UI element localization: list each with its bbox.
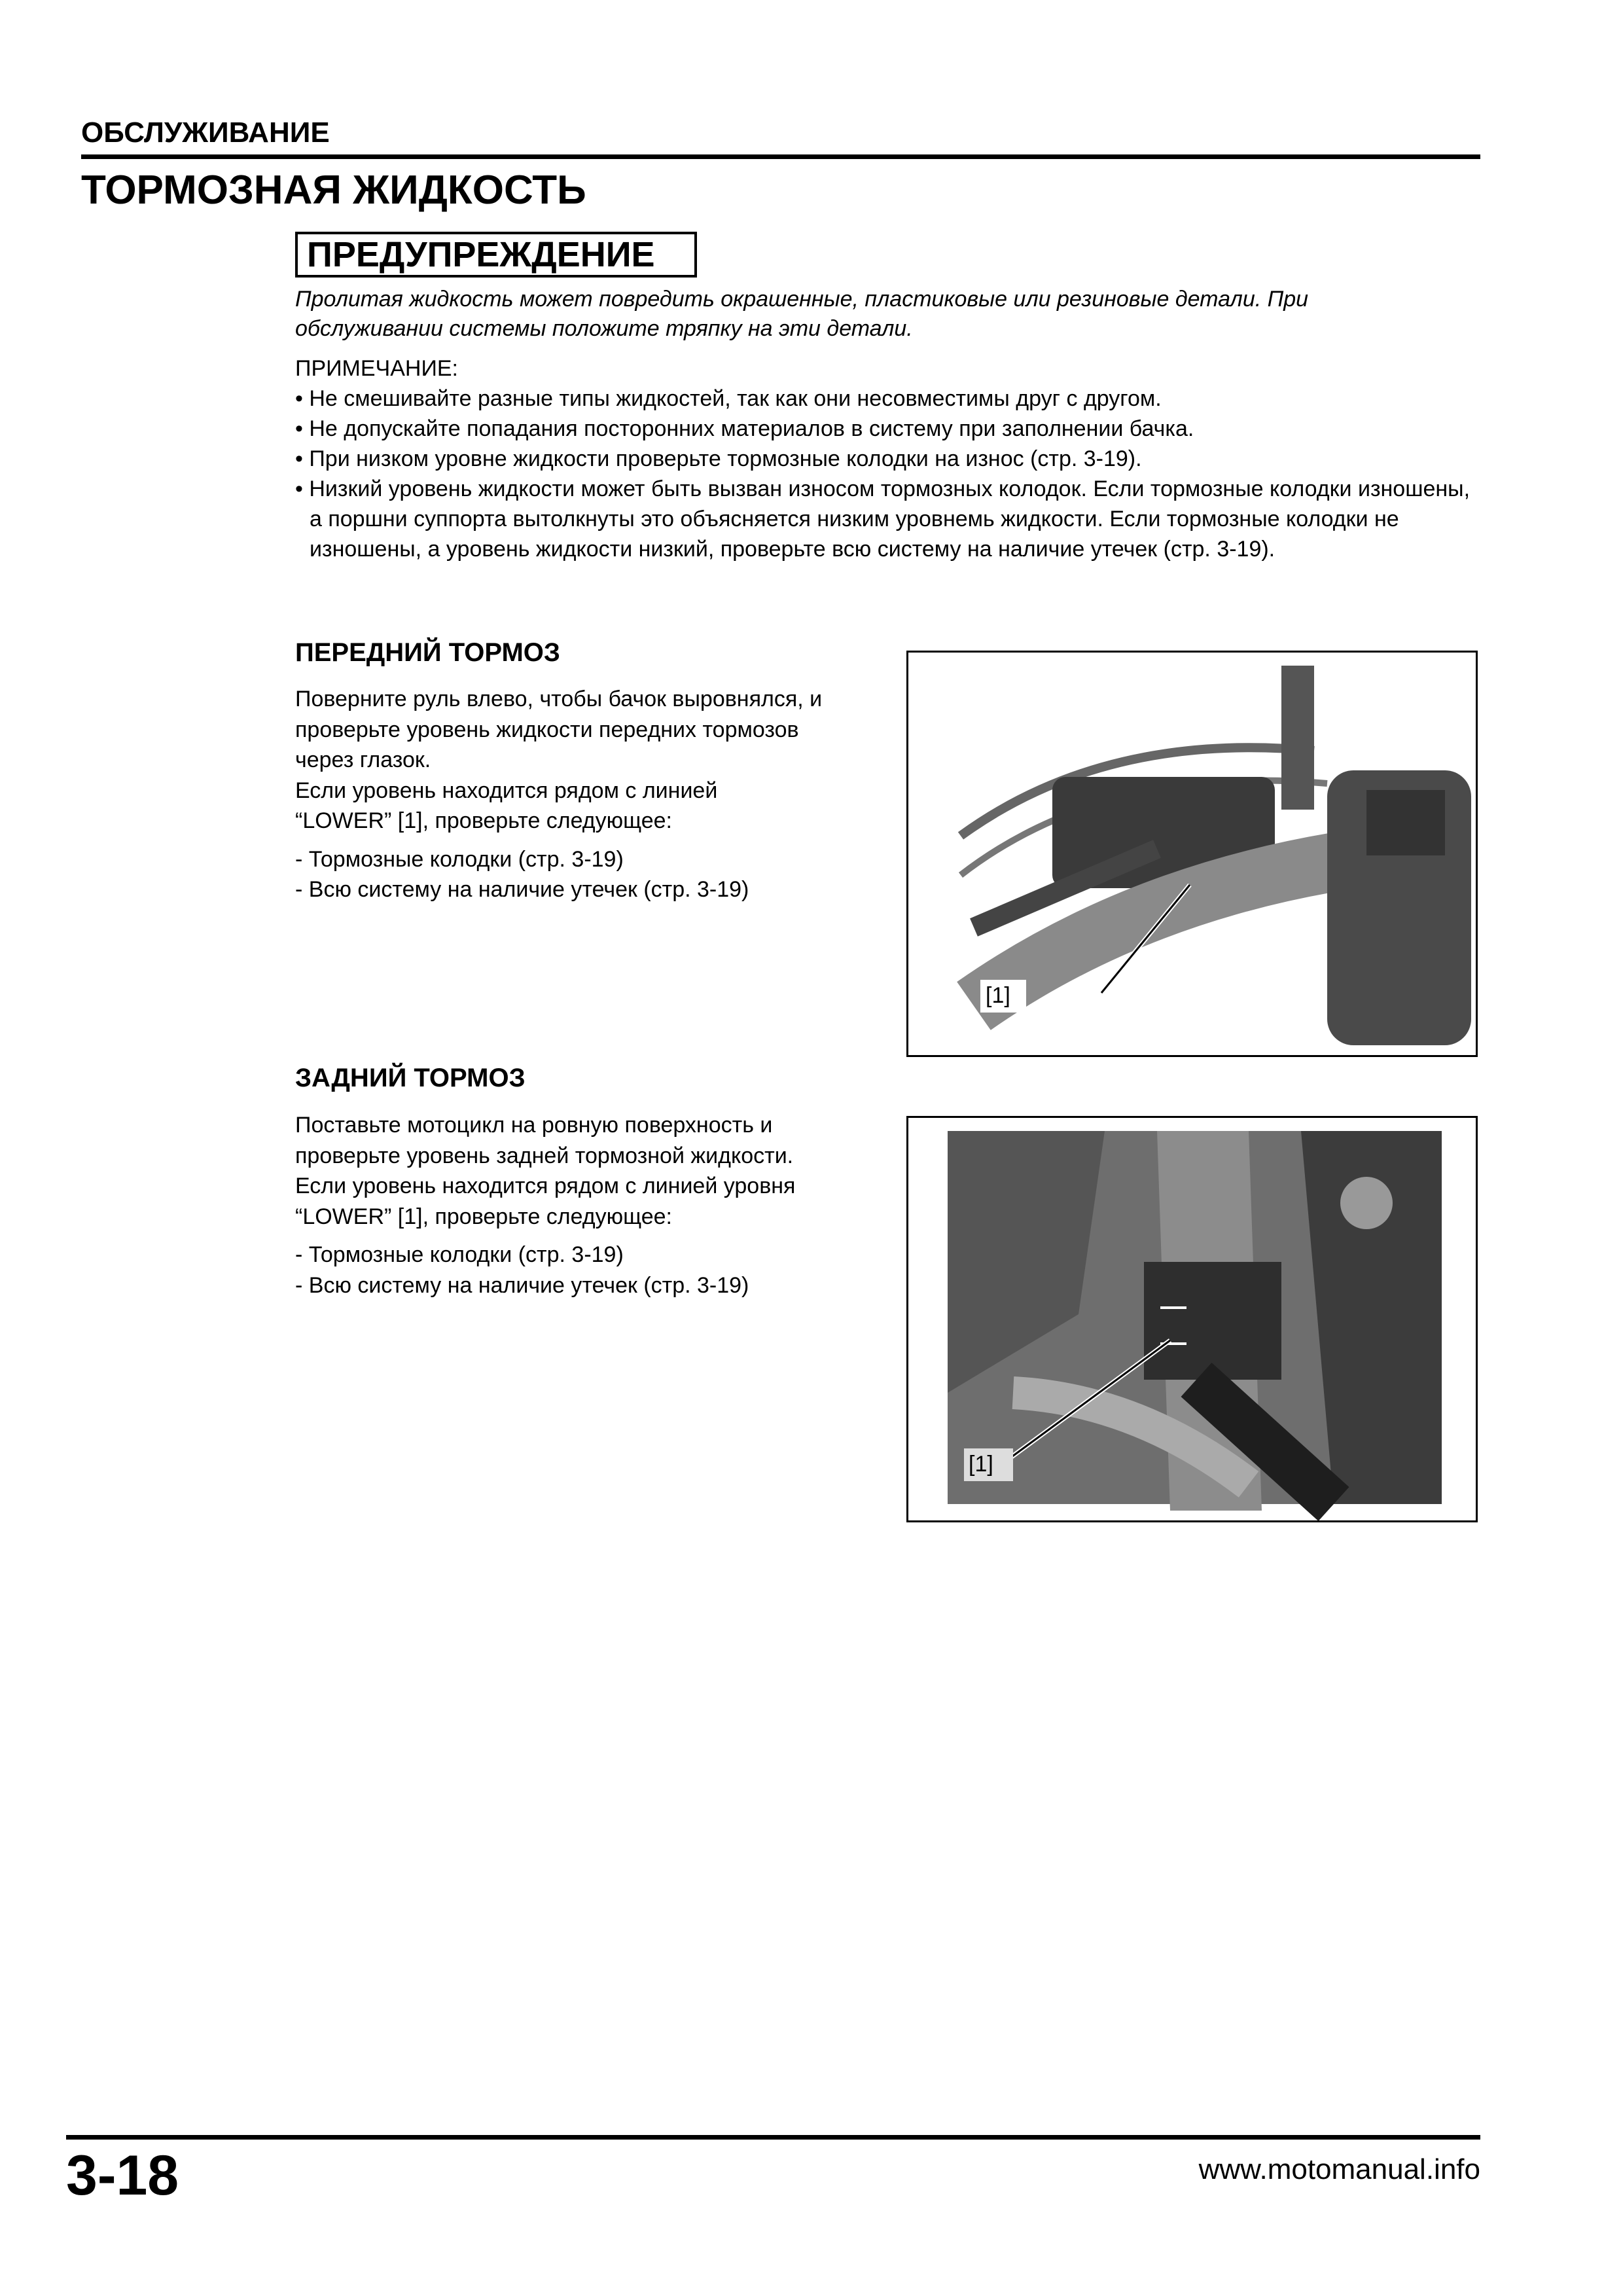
page-title: ТОРМОЗНАЯ ЖИДКОСТЬ (81, 168, 586, 213)
text-line: проверьте уровень задней тормозной жидкости. (295, 1143, 794, 1168)
check-item: - Всю систему на наличие утечек (стр. 3-19) (295, 1272, 749, 1298)
check-item: - Всю систему на наличие утечек (стр. 3-19) (295, 877, 749, 902)
front-reservoir-photo (906, 651, 1478, 1057)
text-line: Поставьте мотоцикл на ровную поверхность и (295, 1113, 773, 1138)
warning-line: Пролитая жидкость может повредить окрашенные, пластиковые или резиновые детали. При (295, 287, 1309, 312)
rear-callout-label: [1] (969, 1452, 993, 1477)
warning-label: ПРЕДУПРЕЖДЕНИЕ (295, 232, 697, 278)
header-rule (81, 154, 1480, 159)
text-line: проверьте уровень жидкости передних тормозов (295, 717, 799, 742)
note-item: • Низкий уровень жидкости может быть вызван износом тормозных колодок. Если тормозные колодки изношены, а поршни суппорта вытолкнуты это объясняется низким уровнемь жидкости. Если тормозные колодки не изношены, а уровень жидкости низкий, проверьте всю систему на наличие утечек (стр. 3-19). (295, 476, 1471, 562)
note-item: • Не допускайте попадания посторонних материалов в систему при заполнении бачка. (295, 416, 1194, 441)
footer-url: www.motomanual.info (1198, 2153, 1480, 2185)
page-number: 3-18 (66, 2144, 179, 2207)
front-brake-text (295, 684, 884, 905)
rear-brake-text (295, 1110, 884, 1300)
front-brake-heading: ПЕРЕДНИЙ ТОРМОЗ (295, 638, 560, 667)
text-line: через глазок. (295, 747, 431, 772)
text-line: Если уровень находится рядом с линией (295, 778, 718, 803)
warning-line: обслуживании системы положите тряпку на эти детали. (295, 316, 913, 341)
check-item: - Тормозные колодки (стр. 3-19) (295, 846, 624, 872)
note-item: • При низком уровне жидкости проверьте тормозные колодки на износ (стр. 3-19). (295, 446, 1142, 471)
text-line: Поверните руль влево, чтобы бачок выровнялся, и (295, 687, 823, 711)
section-header: ОБСЛУЖИВАНИЕ (81, 117, 330, 149)
note-block (295, 353, 1493, 564)
note-label: ПРИМЕЧАНИЕ: (295, 356, 459, 381)
note-item: • Не смешивайте разные типы жидкостей, так как они несовместимы друг с другом. (295, 386, 1162, 411)
rear-reservoir-illustration (908, 1118, 1476, 1520)
check-item: - Тормозные колодки (стр. 3-19) (295, 1242, 624, 1267)
text-line: “LOWER” [1], проверьте следующее: (295, 1204, 672, 1229)
rear-reservoir-photo (906, 1116, 1478, 1522)
rear-brake-heading: ЗАДНИЙ ТОРМОЗ (295, 1064, 526, 1092)
text-line: Если уровень находится рядом с линией уровня (295, 1174, 796, 1198)
text-line: “LOWER” [1], проверьте следующее: (295, 808, 672, 833)
front-callout-label: [1] (986, 983, 1010, 1008)
warning-text (295, 285, 1486, 344)
footer-rule (66, 2135, 1480, 2140)
